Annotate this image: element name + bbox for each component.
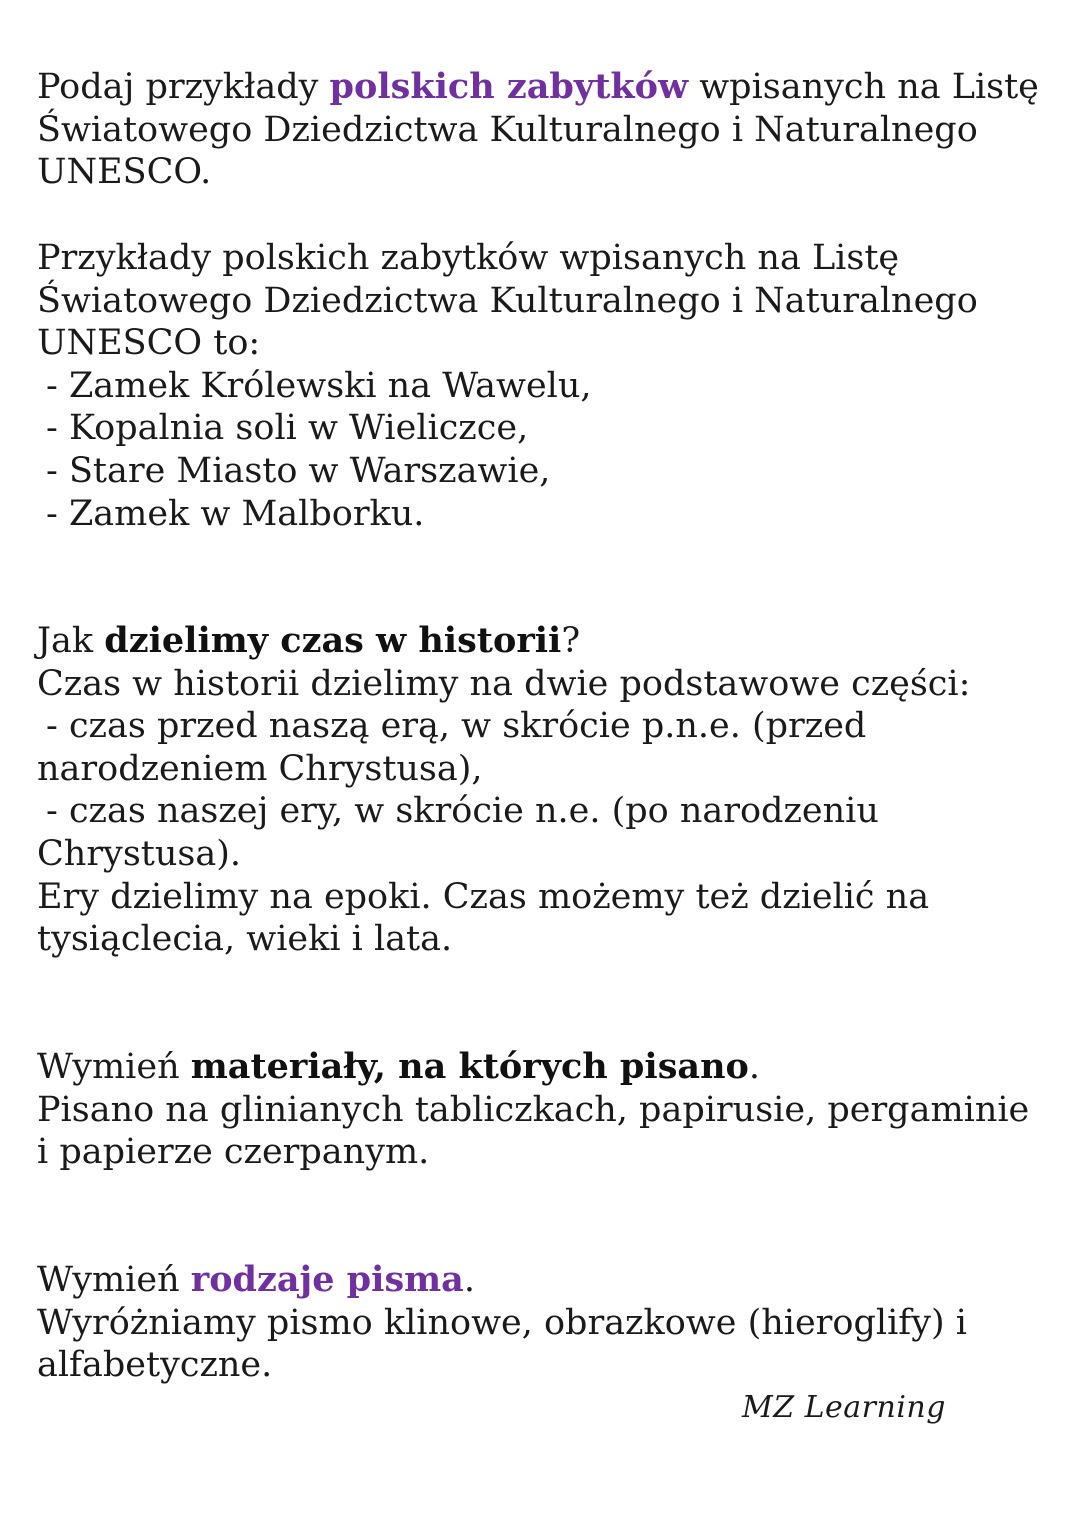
answer-2-line: Ery dzielimy na epoki. Czas możemy też dzielić na [37,876,930,917]
question-3-suffix: . [748,1047,761,1087]
list-item: - Zamek w Malborku. [46,493,425,534]
signature: MZ Learning [742,1390,946,1425]
question-1 [37,66,1050,194]
question-1-line-2: Światowego Dziedzictwa Kulturalnego i Naturalnego [37,109,978,150]
question-3-highlight: materiały, na których pisano [190,1046,749,1087]
answer-1-line-2: Światowego Dziedzictwa Kulturalnego i Naturalnego [37,280,978,321]
answer-1-line-3: UNESCO to: [37,323,261,364]
list-item: - Kopalnia soli w Wieliczce, [46,408,529,449]
question-2-heading [37,620,1050,663]
answer-1-line-1: Przykłady polskich zabytków wpisanych na Listę [37,238,900,278]
question-1-suffix: wpisanych na Listę [688,67,1039,107]
question-4 [37,1259,1050,1387]
question-2-highlight: dzielimy czas w historii [104,620,562,661]
question-4-suffix: . [463,1260,476,1300]
question-1-prefix: Podaj przykłady [37,67,330,107]
answer-4-line: Wyróżniamy pismo klinowe, obrazkowe (hieroglify) i [37,1302,967,1343]
answer-4-line: alfabetyczne. [37,1345,273,1386]
answer-2-line: Chrystusa). [37,833,242,874]
question-1-line-1 [37,66,1050,109]
question-3 [37,1046,1050,1174]
question-4-highlight: rodzaje pisma [190,1259,464,1300]
answer-3-line: i papierze czerpanym. [37,1132,430,1173]
answer-2-line: tysiąclecia, wieki i lata. [37,919,453,960]
question-1-line-3: UNESCO. [37,152,212,193]
question-1-highlight: polskich zabytków [329,66,689,107]
answer-3-line: Pisano na glinianych tabliczkach, papirusie, pergaminie [37,1089,1030,1130]
question-2 [37,620,1050,961]
answer-1 [37,237,1050,535]
question-2-suffix: ? [561,621,581,661]
question-3-heading [37,1046,1050,1089]
answer-2-line: - czas przed naszą erą, w skrócie p.n.e. (przed [46,706,867,747]
answer-2-line: - czas naszej ery, w skrócie n.e. (po narodzeniu [46,791,879,832]
question-2-prefix: Jak [37,621,105,661]
answer-2-line: Czas w historii dzielimy na dwie podstawowe części: [37,663,971,704]
question-4-prefix: Wymień [37,1260,191,1300]
answer-2-line: narodzeniem Chrystusa), [37,748,483,789]
question-4-heading [37,1259,1050,1302]
list-item: - Stare Miasto w Warszawie, [46,450,551,491]
list-item: - Zamek Królewski na Wawelu, [46,365,592,406]
question-3-prefix: Wymień [37,1047,191,1087]
